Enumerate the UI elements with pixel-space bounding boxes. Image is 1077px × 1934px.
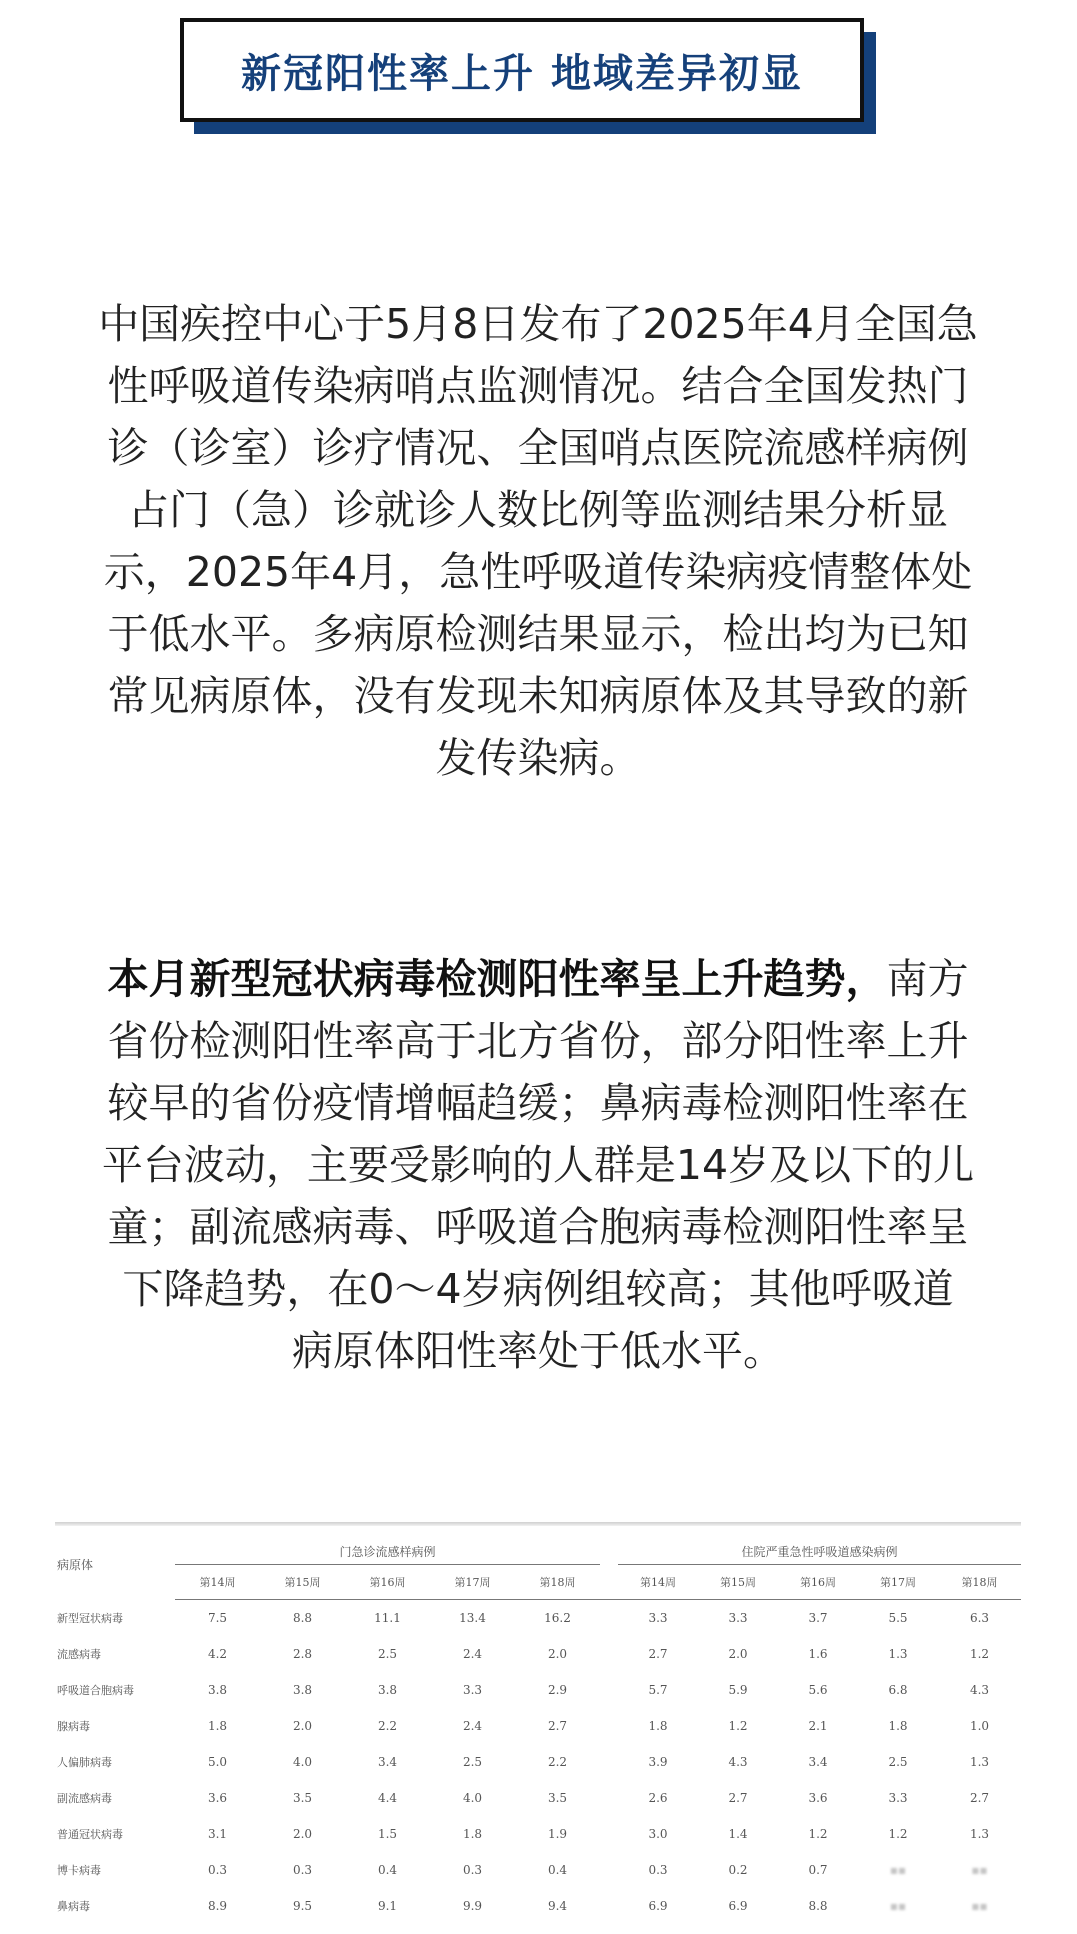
table-cell: 3.6: [207, 1791, 228, 1805]
paragraph-line: [56, 948, 1020, 1010]
table-cell: 5.7: [648, 1683, 668, 1697]
table-cell: 9.9: [462, 1899, 483, 1913]
pathogen-name: 人偏肺病毒: [57, 1756, 112, 1769]
table-cell: 0.3: [292, 1863, 313, 1877]
table-cell: 1.9: [547, 1827, 568, 1841]
table-cell: 0.2: [728, 1863, 748, 1877]
table-cell: 9.5: [292, 1899, 313, 1913]
table-cell: 1.3: [969, 1755, 990, 1769]
lead-line-rest: 南方: [886, 955, 969, 1003]
table-cell: 3.6: [808, 1791, 828, 1805]
table-cell: 2.5: [888, 1755, 908, 1769]
table-cell: 2.2: [547, 1755, 568, 1769]
table-cell: 5.0: [207, 1755, 228, 1769]
table-row: [55, 1888, 1021, 1924]
table-cell: 0.3: [648, 1863, 668, 1877]
week-header-gap: [600, 1565, 618, 1600]
table-cell: 9.4: [547, 1899, 568, 1913]
table-cell: 2.4: [462, 1719, 483, 1733]
table-cell: 3.5: [547, 1791, 568, 1805]
table-cell: 3.0: [648, 1827, 668, 1841]
table-cell: 5.6: [808, 1683, 828, 1697]
table-cell: 2.2: [377, 1719, 398, 1733]
positivity-table: [55, 1530, 1021, 1924]
table-cell: 6.8: [888, 1683, 908, 1697]
week-header: 第17周: [430, 1565, 515, 1600]
paragraph-line: 常见病原体，没有发现未知病原体及其导致的新: [107, 672, 969, 720]
table-cell: 7.5: [207, 1611, 228, 1625]
table-cell: 3.5: [292, 1791, 313, 1805]
table-cell: 1.5: [377, 1827, 398, 1841]
table-cell: 3.3: [648, 1611, 668, 1625]
illegible-cell: ▪▪: [971, 1863, 988, 1877]
table-cell: 2.5: [462, 1755, 483, 1769]
table-cell: 3.8: [292, 1683, 313, 1697]
table-cell: 2.4: [462, 1647, 483, 1661]
week-header: 第16周: [778, 1565, 858, 1600]
paragraph-line: 性呼吸道传染病哨点监测情况。结合全国发热门: [107, 362, 969, 410]
table-gap-cell: [600, 1780, 618, 1816]
table-cell: 13.4: [459, 1611, 486, 1625]
paragraph-line: 较早的省份疫情增幅趋缓；鼻病毒检测阳性率在: [107, 1079, 969, 1127]
paragraph-summary: [56, 293, 1020, 789]
outpatient-group-header: 门急诊流感样病例: [175, 1530, 600, 1565]
table-row: [55, 1816, 1021, 1852]
table-cell: 2.7: [969, 1791, 990, 1805]
table-cell: 2.6: [648, 1791, 668, 1805]
table-cell: 1.2: [808, 1827, 828, 1841]
paragraph-line: 发传染病。: [435, 734, 641, 782]
table-cell: 11.1: [374, 1611, 401, 1625]
pathogen-name: 腺病毒: [57, 1720, 90, 1733]
week-header: 第16周: [345, 1565, 430, 1600]
table-cell: 0.3: [462, 1863, 483, 1877]
table-cell: 6.9: [648, 1899, 668, 1913]
table-cell: 1.2: [888, 1827, 908, 1841]
table-cell: 3.7: [808, 1611, 828, 1625]
table-cell: 1.8: [648, 1719, 668, 1733]
title-banner: [180, 18, 880, 138]
table-cell: 1.2: [969, 1647, 990, 1661]
table-cell: 16.2: [544, 1611, 571, 1625]
table-cell: 1.4: [728, 1827, 748, 1841]
inpatient-group-header: 住院严重急性呼吸道感染病例: [618, 1530, 1021, 1565]
table-gap-cell: [600, 1852, 618, 1888]
week-header: 第15周: [260, 1565, 345, 1600]
table-cell: 9.1: [377, 1899, 398, 1913]
illegible-cell: ▪▪: [971, 1899, 988, 1913]
pathogen-name: 呼吸道合胞病毒: [57, 1684, 134, 1697]
table-cell: 8.9: [207, 1899, 228, 1913]
table-cell: 6.3: [969, 1611, 990, 1625]
table-cell: 3.8: [377, 1683, 398, 1697]
table-cell: 0.3: [207, 1863, 228, 1877]
table-cell: 3.9: [648, 1755, 668, 1769]
table-cell: 4.0: [462, 1791, 483, 1805]
table-row: [55, 1852, 1021, 1888]
table-gap-cell: [600, 1816, 618, 1852]
table-cell: 2.0: [292, 1719, 313, 1733]
table-cell: 4.3: [969, 1683, 990, 1697]
table-cell: 2.7: [728, 1791, 748, 1805]
table-cell: 1.2: [728, 1719, 748, 1733]
table-cell: 1.6: [808, 1647, 828, 1661]
table-row: [55, 1636, 1021, 1672]
table-cell: 1.3: [888, 1647, 908, 1661]
pathogen-name: 新型冠状病毒: [57, 1611, 123, 1625]
table-gap-cell: [600, 1888, 618, 1924]
table-week-header-row: [55, 1565, 1021, 1600]
table-cell: 2.9: [547, 1683, 568, 1697]
table-cell: 3.8: [207, 1683, 228, 1697]
week-header: 第14周: [618, 1565, 698, 1600]
pathogen-name: 流感病毒: [57, 1648, 101, 1661]
table-row: [55, 1780, 1021, 1816]
table-gap-cell: [600, 1636, 618, 1672]
illegible-cell: ▪▪: [889, 1863, 907, 1877]
group-gap: [600, 1530, 618, 1565]
table-cell: 2.7: [547, 1719, 568, 1733]
table-cell: 4.2: [207, 1647, 228, 1661]
paragraph-line: 诊（诊室）诊疗情况、全国哨点医院流感样病例: [107, 424, 969, 472]
table-cell: 0.4: [377, 1863, 398, 1877]
paragraph-line: 病原体阳性率处于低水平。: [292, 1327, 784, 1375]
table-cell: 2.0: [728, 1647, 748, 1661]
table-cell: 3.4: [808, 1755, 828, 1769]
table-cell: 1.0: [969, 1719, 990, 1733]
table-body: [55, 1600, 1021, 1925]
table-row: [55, 1600, 1021, 1637]
paragraph-findings: [56, 948, 1020, 1382]
table-cell: 4.3: [728, 1755, 748, 1769]
paragraph-line: 平台波动，主要受影响的人群是14岁及以下的儿: [101, 1141, 975, 1189]
paragraph-line: 占门（急）诊就诊人数比例等监测结果分析显: [128, 486, 948, 534]
table-cell: 8.8: [808, 1899, 828, 1913]
table-row: [55, 1672, 1021, 1708]
bold-lead-text: 本月新型冠状病毒检测阳性率呈上升趋势，: [107, 955, 887, 1003]
table-cell: 3.3: [728, 1611, 748, 1625]
table-cell: 3.4: [377, 1755, 398, 1769]
table-cell: 5.5: [888, 1611, 908, 1625]
paragraph-line: 下降趋势，在0～4岁病例组较高；其他呼吸道: [122, 1265, 954, 1313]
table-group-header-row: [55, 1530, 1021, 1565]
table-cell: 1.8: [888, 1719, 908, 1733]
pathogen-name: 普通冠状病毒: [57, 1828, 123, 1841]
table-gap-cell: [600, 1744, 618, 1780]
paragraph-line: 中国疾控中心于5月8日发布了2025年4月全国急: [98, 300, 978, 348]
table-top-rule: [55, 1522, 1021, 1526]
pathogen-column-header: 病原体: [57, 1558, 94, 1573]
illegible-cell: ▪▪: [889, 1899, 907, 1913]
table-cell: 2.8: [292, 1647, 313, 1661]
week-header: 第18周: [515, 1565, 600, 1600]
paragraph-line: 示，2025年4月，急性呼吸道传染病疫情整体处: [103, 548, 973, 596]
pathogen-name: 鼻病毒: [57, 1900, 90, 1913]
paragraph-line: 童；副流感病毒、呼吸道合胞病毒检测阳性率呈: [107, 1203, 969, 1251]
week-header: 第17周: [858, 1565, 938, 1600]
table-row: [55, 1744, 1021, 1780]
week-header: 第14周: [175, 1565, 260, 1600]
paragraph-line: 省份检测阳性率高于北方省份，部分阳性率上升: [107, 1017, 969, 1065]
table-cell: 1.8: [462, 1827, 483, 1841]
table-cell: 3.3: [888, 1791, 908, 1805]
table-gap-cell: [600, 1600, 618, 1637]
table-cell: 0.4: [547, 1863, 568, 1877]
table-cell: 5.9: [728, 1683, 748, 1697]
table-cell: 2.0: [547, 1647, 568, 1661]
table-row: [55, 1708, 1021, 1744]
table-cell: 3.3: [462, 1683, 483, 1697]
positivity-table-image: [55, 1522, 1021, 1934]
table-cell: 2.0: [292, 1827, 313, 1841]
table-gap-cell: [600, 1708, 618, 1744]
paragraph-line: 于低水平。多病原检测结果显示，检出均为已知: [107, 610, 969, 658]
week-header: 第15周: [698, 1565, 778, 1600]
title-box: [180, 18, 864, 122]
table-cell: 4.0: [292, 1755, 313, 1769]
table-cell: 1.3: [969, 1827, 990, 1841]
pathogen-name: 博卡病毒: [57, 1864, 101, 1877]
table-cell: 2.7: [648, 1647, 668, 1661]
table-cell: 1.8: [207, 1719, 228, 1733]
pathogen-name: 副流感病毒: [57, 1792, 112, 1805]
table-cell: 2.5: [377, 1647, 398, 1661]
table-cell: 6.9: [728, 1899, 748, 1913]
page-title: 新冠阳性率上升 地域差异初显: [241, 50, 803, 97]
table-cell: 4.4: [377, 1791, 398, 1805]
table-cell: 2.1: [808, 1719, 828, 1733]
table-gap-cell: [600, 1672, 618, 1708]
table-cell: 0.7: [808, 1863, 828, 1877]
table-cell: 8.8: [292, 1611, 313, 1625]
week-header: 第18周: [938, 1565, 1021, 1600]
table-cell: 3.1: [207, 1827, 228, 1841]
